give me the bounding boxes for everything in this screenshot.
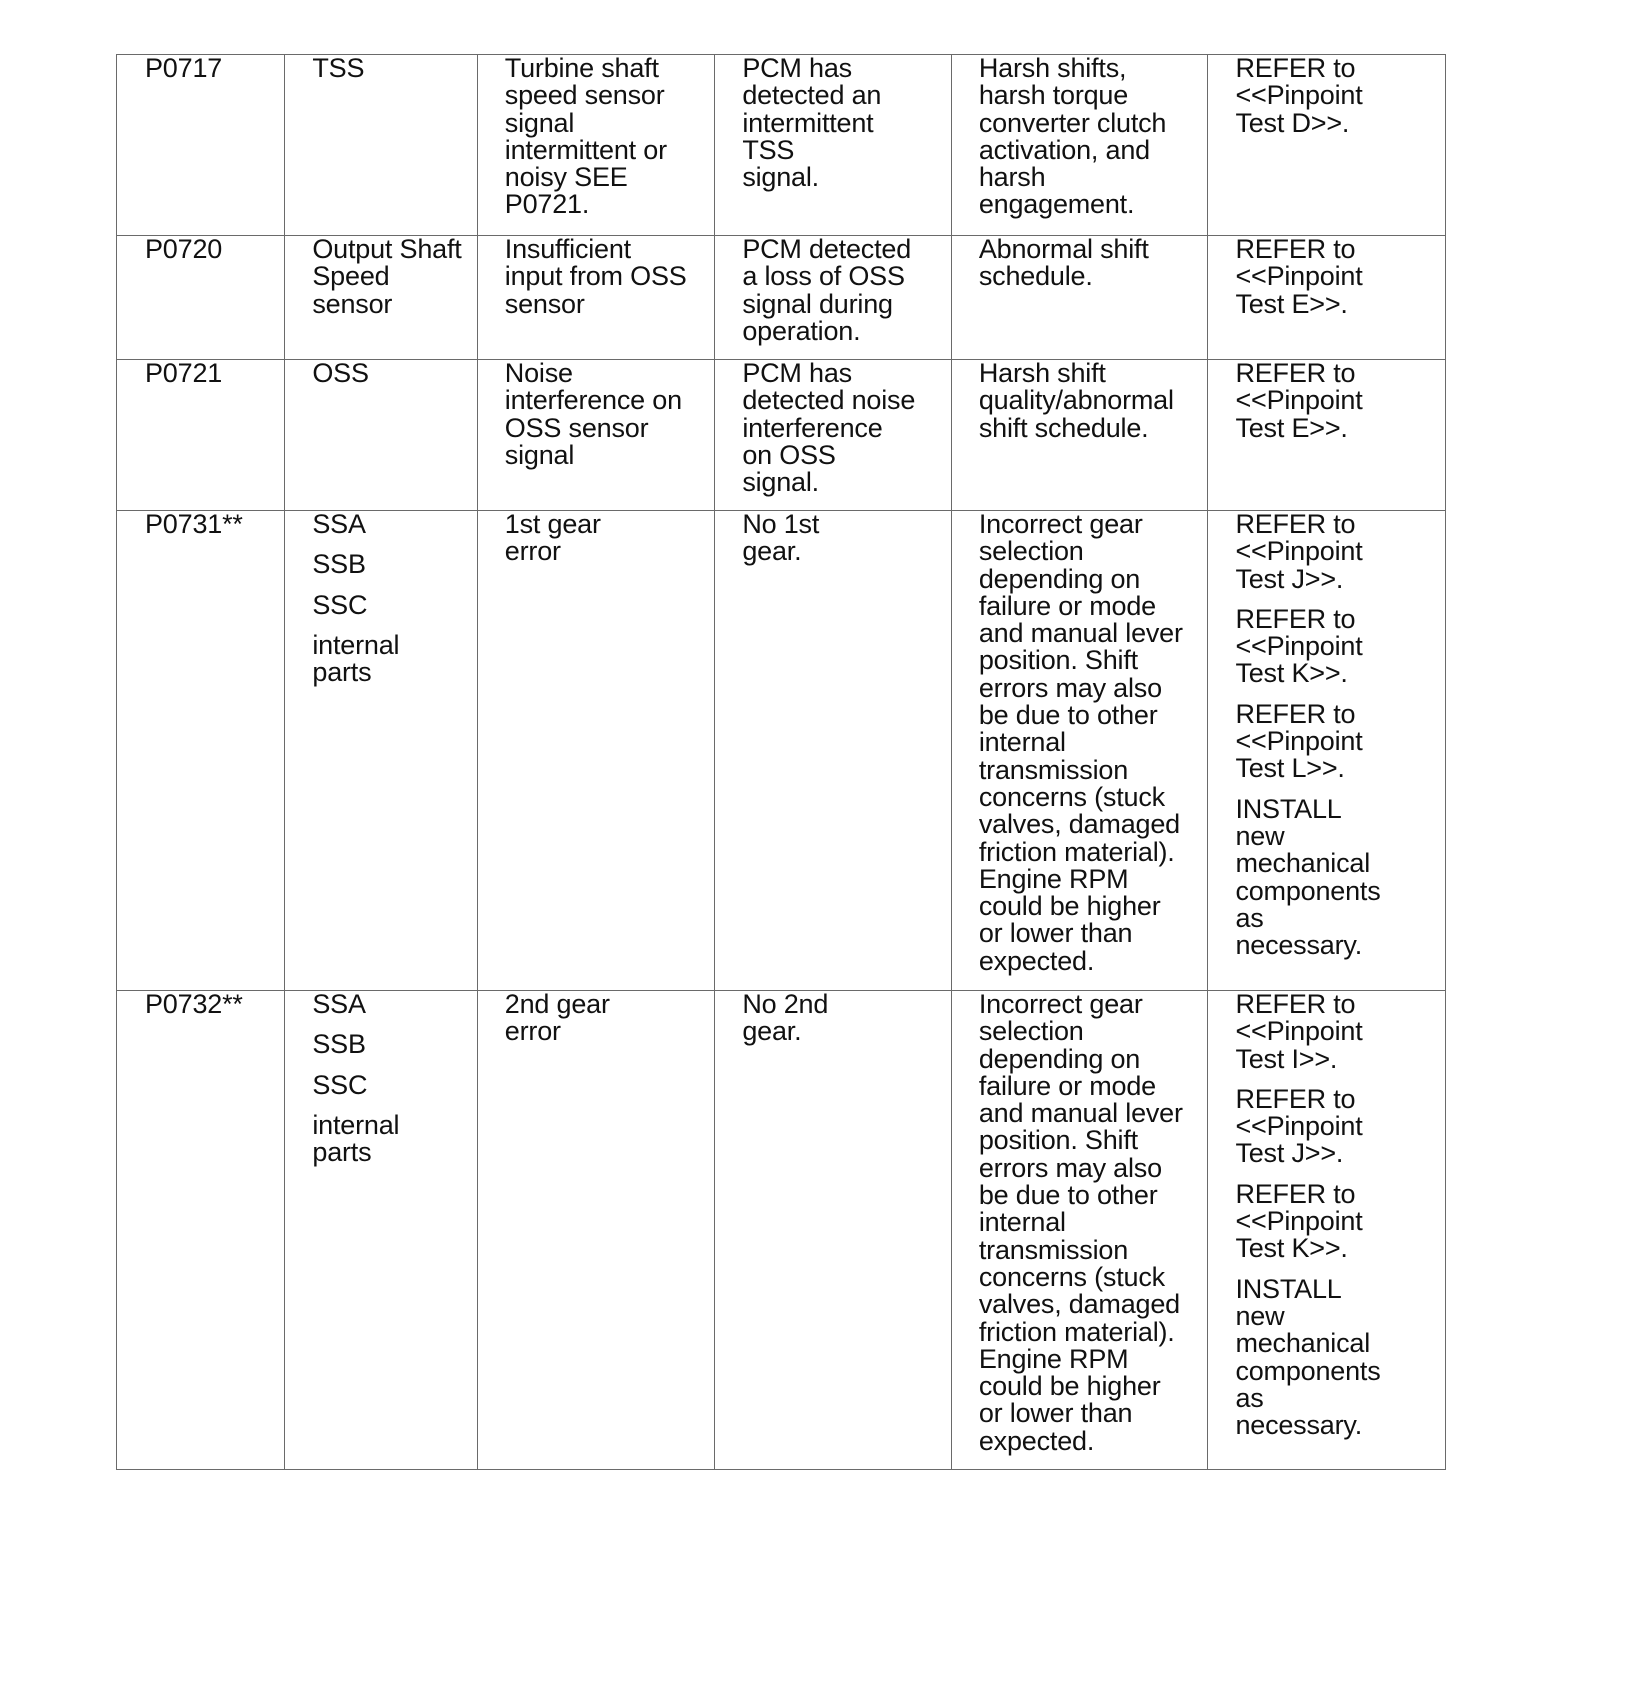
action-line: <<Pinpoint <box>1235 1016 1363 1047</box>
dtc-code: P0720 <box>145 234 223 264</box>
action-line: Test E>>. <box>1235 288 1348 319</box>
component-line: SSA <box>312 509 366 539</box>
table-row <box>117 360 1446 511</box>
symptom-line: expected. <box>978 945 1095 976</box>
component-line: internal <box>312 629 400 660</box>
description-line: 2nd gear <box>504 989 610 1019</box>
component-line: SSB <box>312 1029 366 1060</box>
action-paragraph <box>1235 236 1439 318</box>
table-row <box>117 55 1446 236</box>
dtc-code: P0731** <box>145 509 243 539</box>
component-line: Output Shaft <box>312 234 462 264</box>
action-cell <box>1208 236 1446 360</box>
symptom-line: Harsh shifts, <box>978 53 1127 83</box>
component-line: Speed <box>312 261 390 292</box>
action-line: Test J>>. <box>1235 1138 1344 1169</box>
dtc-code-cell <box>117 991 285 1470</box>
description-cell <box>477 511 715 991</box>
dtc-code: P0721 <box>145 358 223 388</box>
description-line: P0721. <box>504 189 590 220</box>
condition-line: signal. <box>742 162 819 193</box>
action-line: REFER to <box>1235 989 1356 1019</box>
action-line: REFER to <box>1235 1178 1356 1209</box>
action-line: <<Pinpoint <box>1235 261 1363 292</box>
symptom-line: failure or mode <box>978 1070 1156 1101</box>
action-line: Test K>>. <box>1235 1233 1348 1264</box>
action-line: <<Pinpoint <box>1235 1206 1363 1237</box>
action-line: INSTALL <box>1235 1273 1342 1304</box>
action-line: <<Pinpoint <box>1235 1111 1363 1142</box>
action-line: <<Pinpoint <box>1235 385 1363 416</box>
action-line: Test I>>. <box>1235 1043 1338 1074</box>
action-line: REFER to <box>1235 234 1356 264</box>
description-line: 1st gear <box>504 509 601 539</box>
symptom-line: concerns (stuck <box>978 781 1165 812</box>
action-line: components <box>1235 1355 1381 1386</box>
condition-line: gear. <box>742 536 802 567</box>
symptom-line: Incorrect gear <box>978 509 1143 539</box>
description-line: OSS sensor <box>504 412 649 443</box>
symptom-line: internal <box>978 727 1066 758</box>
action-paragraph <box>1235 603 1439 689</box>
action-line: REFER to <box>1235 358 1356 388</box>
symptom-cell <box>951 991 1208 1470</box>
action-line: Test E>>. <box>1235 412 1348 443</box>
action-paragraph <box>1235 698 1439 784</box>
dtc-code-cell <box>117 511 285 991</box>
symptom-line: transmission <box>978 754 1129 785</box>
symptom-line: shift schedule. <box>978 412 1149 443</box>
component-line: SSC <box>312 589 368 620</box>
symptom-line: errors may also <box>978 672 1162 703</box>
description-line: signal <box>504 107 575 138</box>
symptom-line: selection <box>978 1016 1084 1047</box>
description-line: input from OSS <box>504 261 687 292</box>
condition-line: intermittent <box>742 107 874 138</box>
symptom-line: activation, and <box>978 134 1150 165</box>
condition-line: on OSS <box>742 439 836 470</box>
action-line: Test K>>. <box>1235 658 1348 689</box>
symptom-line: be due to other <box>978 700 1158 731</box>
symptom-line: depending on <box>978 563 1141 594</box>
dtc-table-body <box>117 55 1446 1470</box>
symptom-line: Engine RPM <box>978 863 1129 894</box>
action-line: <<Pinpoint <box>1235 726 1363 757</box>
action-cell <box>1208 991 1446 1470</box>
dtc-code: P0717 <box>145 53 223 83</box>
symptom-line: internal <box>978 1207 1066 1238</box>
symptom-line: selection <box>978 536 1084 567</box>
description-line: Noise <box>504 358 573 388</box>
action-cell <box>1208 55 1446 236</box>
action-line: <<Pinpoint <box>1235 536 1363 567</box>
component-line: parts <box>312 657 372 688</box>
description-line: error <box>504 536 561 567</box>
description-cell <box>477 55 715 236</box>
symptom-line: depending on <box>978 1043 1141 1074</box>
symptom-line: position. Shift <box>978 645 1138 676</box>
description-cell <box>477 991 715 1470</box>
action-paragraph <box>1235 360 1439 442</box>
component-cell <box>285 360 477 511</box>
table-row <box>117 511 1446 991</box>
action-line: REFER to <box>1235 509 1356 539</box>
symptom-line: harsh <box>978 162 1046 193</box>
action-line: necessary. <box>1235 1410 1362 1441</box>
description-line: sensor <box>504 288 585 319</box>
action-line: mechanical <box>1235 848 1371 879</box>
dtc-code-cell <box>117 55 285 236</box>
condition-cell <box>715 360 952 511</box>
action-paragraph <box>1235 55 1439 137</box>
symptom-line: concerns (stuck <box>978 1261 1165 1292</box>
action-cell <box>1208 511 1446 991</box>
dtc-code-cell <box>117 236 285 360</box>
symptom-line: transmission <box>978 1234 1129 1265</box>
action-line: components <box>1235 875 1381 906</box>
action-line: Test J>>. <box>1235 563 1344 594</box>
description-cell <box>477 236 715 360</box>
action-line: mechanical <box>1235 1328 1371 1359</box>
symptom-line: engagement. <box>978 189 1135 220</box>
condition-cell <box>715 511 952 991</box>
condition-line: TSS <box>742 134 795 165</box>
condition-line: PCM has <box>742 53 852 83</box>
action-line: REFER to <box>1235 603 1356 634</box>
action-line: as <box>1235 902 1264 933</box>
symptom-line: be due to other <box>978 1180 1158 1211</box>
symptom-line: quality/abnormal <box>978 385 1174 416</box>
symptom-cell <box>951 511 1208 991</box>
description-cell <box>477 360 715 511</box>
condition-line: No 2nd <box>742 989 829 1019</box>
dtc-code: P0732** <box>145 989 243 1019</box>
action-paragraph <box>1235 1273 1439 1441</box>
condition-cell <box>715 55 952 236</box>
action-line: INSTALL <box>1235 793 1342 824</box>
symptom-line: expected. <box>978 1425 1095 1456</box>
action-line: REFER to <box>1235 1083 1356 1114</box>
symptom-line: and manual lever <box>978 618 1183 649</box>
action-line: REFER to <box>1235 698 1356 729</box>
action-paragraph <box>1235 991 1439 1073</box>
symptom-line: position. Shift <box>978 1125 1138 1156</box>
condition-line: interference <box>742 412 883 443</box>
symptom-line: Engine RPM <box>978 1343 1129 1374</box>
symptom-cell <box>951 236 1208 360</box>
table-row <box>117 236 1446 360</box>
condition-line: detected noise <box>742 385 916 416</box>
symptom-line: harsh torque <box>978 80 1129 111</box>
symptom-line: Harsh shift <box>978 358 1106 388</box>
condition-line: a loss of OSS <box>742 261 905 292</box>
action-line: REFER to <box>1235 53 1356 83</box>
symptom-line: valves, damaged <box>978 1289 1180 1320</box>
component-line: sensor <box>312 288 393 319</box>
action-paragraph <box>1235 793 1439 961</box>
symptom-line: and manual lever <box>978 1098 1183 1129</box>
symptom-cell <box>951 55 1208 236</box>
component-cell <box>285 55 477 236</box>
action-paragraph <box>1235 511 1439 593</box>
condition-line: gear. <box>742 1016 802 1047</box>
description-line: intermittent or <box>504 134 667 165</box>
action-line: Test D>>. <box>1235 107 1350 138</box>
description-line: error <box>504 1016 561 1047</box>
action-paragraph <box>1235 1083 1439 1169</box>
action-line: new <box>1235 820 1285 851</box>
symptom-line: friction material). <box>978 1316 1175 1347</box>
action-line: as <box>1235 1382 1264 1413</box>
symptom-line: errors may also <box>978 1152 1162 1183</box>
symptom-line: valves, damaged <box>978 809 1180 840</box>
symptom-line: could be higher <box>978 1371 1161 1402</box>
table-row <box>117 991 1446 1470</box>
symptom-line: could be higher <box>978 891 1161 922</box>
description-line: speed sensor <box>504 80 665 111</box>
action-line: Test L>>. <box>1235 753 1345 784</box>
action-paragraph <box>1235 1178 1439 1264</box>
condition-line: No 1st <box>742 509 820 539</box>
condition-line: PCM detected <box>742 234 912 264</box>
condition-cell <box>715 991 952 1470</box>
symptom-cell <box>951 360 1208 511</box>
condition-line: detected an <box>742 80 882 111</box>
component-line: SSA <box>312 989 366 1019</box>
component-line: TSS <box>312 53 365 83</box>
action-line: <<Pinpoint <box>1235 80 1363 111</box>
component-line: OSS <box>312 358 369 388</box>
symptom-line: Incorrect gear <box>978 989 1143 1019</box>
action-cell <box>1208 360 1446 511</box>
dtc-table <box>116 54 1446 1470</box>
dtc-code-cell <box>117 360 285 511</box>
description-line: signal <box>504 439 575 470</box>
symptom-line: or lower than <box>978 918 1133 949</box>
description-line: Turbine shaft <box>504 53 659 83</box>
action-line: necessary. <box>1235 930 1362 961</box>
action-line: <<Pinpoint <box>1235 631 1363 662</box>
component-line: SSB <box>312 549 366 580</box>
condition-line: PCM has <box>742 358 852 388</box>
condition-line: signal. <box>742 467 819 498</box>
symptom-line: converter clutch <box>978 107 1167 138</box>
symptom-line: friction material). <box>978 836 1175 867</box>
symptom-line: Abnormal shift <box>978 234 1149 264</box>
component-cell <box>285 236 477 360</box>
component-cell <box>285 991 477 1470</box>
component-line: parts <box>312 1137 372 1168</box>
condition-cell <box>715 236 952 360</box>
description-line: noisy SEE <box>504 162 628 193</box>
component-line: SSC <box>312 1069 368 1100</box>
description-line: Insufficient <box>504 234 631 264</box>
description-line: interference on <box>504 385 682 416</box>
symptom-line: failure or mode <box>978 590 1156 621</box>
symptom-line: or lower than <box>978 1398 1133 1429</box>
component-line: internal <box>312 1109 400 1140</box>
component-cell <box>285 511 477 991</box>
condition-line: operation. <box>742 315 861 346</box>
condition-line: signal during <box>742 288 893 319</box>
action-line: new <box>1235 1300 1285 1331</box>
symptom-line: schedule. <box>978 261 1093 292</box>
